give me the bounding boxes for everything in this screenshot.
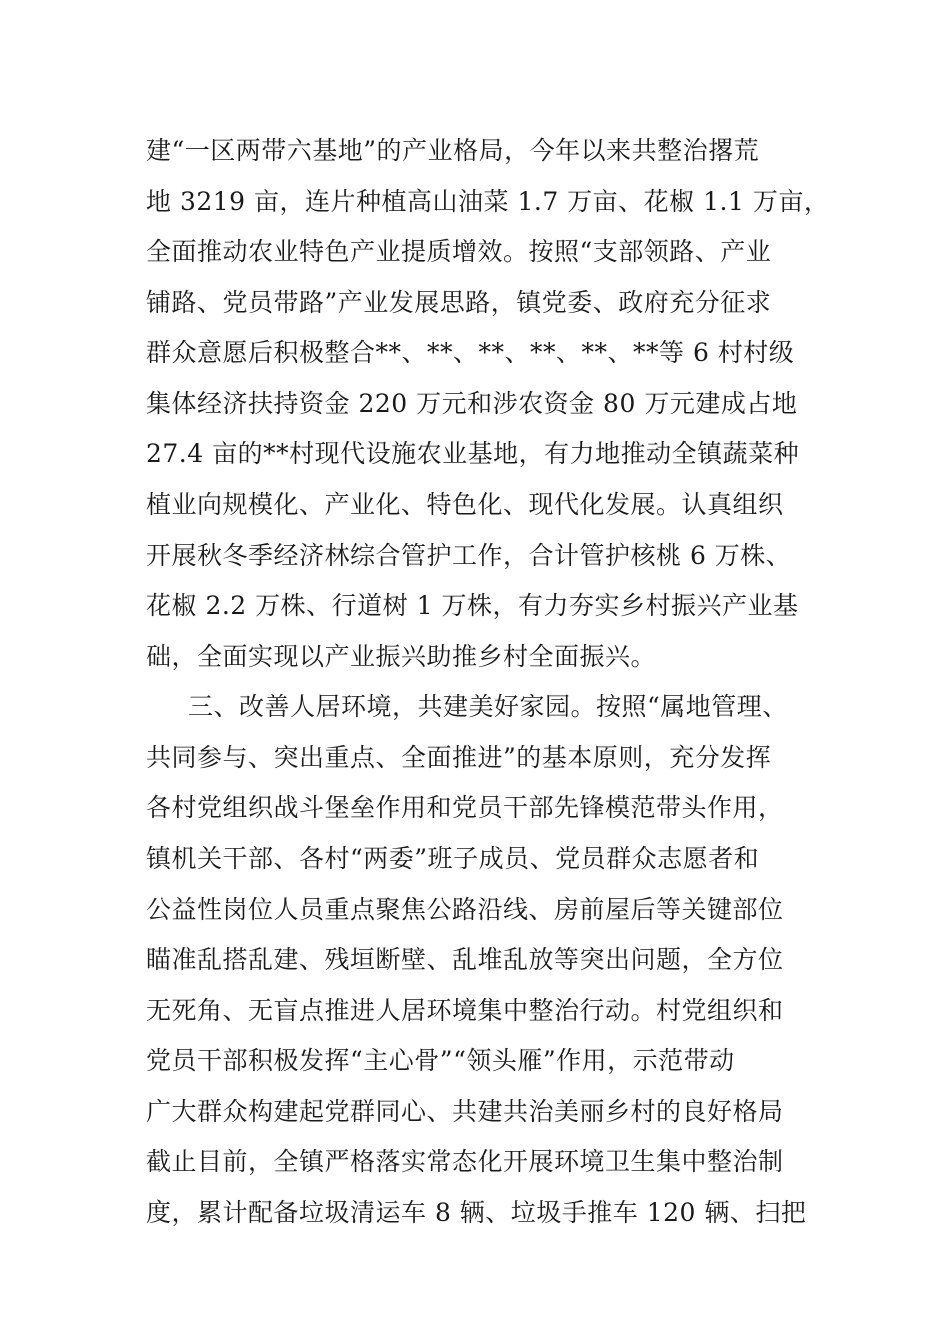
body-text-line: 党员干部积极发挥“主心骨”“领头雁”作用，示范带动 xyxy=(146,1046,735,1075)
body-text-line: 瞄准乱搭乱建、残垣断壁、乱堆乱放等突出问题，全方位 xyxy=(146,945,784,974)
body-text-line: 地 3219 亩，连片种植高山油菜 1.7 万亩、花椒 1.1 万亩， xyxy=(146,187,830,216)
body-text-line: 各村党组织战斗堡垒作用和党员干部先锋模范带头作用， xyxy=(146,793,784,822)
body-text-line: 公益性岗位人员重点聚焦公路沿线、房前屋后等关键部位 xyxy=(146,895,784,924)
body-text-line: 截止目前，全镇严格落实常态化开展环境卫生集中整治制 xyxy=(146,1147,784,1176)
body-text-line: 开展秋冬季经济林综合管护工作，合计管护核桃 6 万株、 xyxy=(146,541,792,570)
body-text-line: 群众意愿后积极整合**、**、**、**、**、**等 6 村村级 xyxy=(146,338,795,367)
body-text-line: 植业向规模化、产业化、特色化、现代化发展。认真组织 xyxy=(146,490,784,519)
section-heading-line: 三、改善人居环境，共建美好家园。按照“属地管理、 xyxy=(188,692,788,721)
body-text-line: 础，全面实现以产业振兴助推乡村全面振兴。 xyxy=(146,642,657,671)
body-text-line: 建“一区两带六基地”的产业格局，今年以来共整治撂荒 xyxy=(146,136,760,165)
body-text-line: 无死角、无盲点推进人居环境集中整治行动。村党组织和 xyxy=(146,996,784,1025)
body-text-line: 广大群众构建起党群同心、共建共治美丽乡村的良好格局 xyxy=(146,1097,784,1126)
body-text-line: 度，累计配备垃圾清运车 8 辆、垃圾手推车 120 辆、扫把 xyxy=(146,1198,807,1227)
body-text-line: 花椒 2.2 万株、行道树 1 万株，有力夯实乡村振兴产业基 xyxy=(146,591,799,620)
body-text-line: 镇机关干部、各村“两委”班子成员、党员群众志愿者和 xyxy=(146,844,760,873)
body-text-line: 共同参与、突出重点、全面推进”的基本原则，充分发挥 xyxy=(146,743,772,772)
body-text-line: 27.4 亩的**村现代设施农业基地，有力地推动全镇蔬菜种 xyxy=(146,439,800,468)
body-text-line: 铺路、党员带路”产业发展思路，镇党委、政府充分征求 xyxy=(146,288,772,317)
body-text-line: 全面推动农业特色产业提质增效。按照“支部领路、产业 xyxy=(146,237,772,266)
body-text-line: 集体经济扶持资金 220 万元和涉农资金 80 万元建成占地 xyxy=(146,389,798,418)
